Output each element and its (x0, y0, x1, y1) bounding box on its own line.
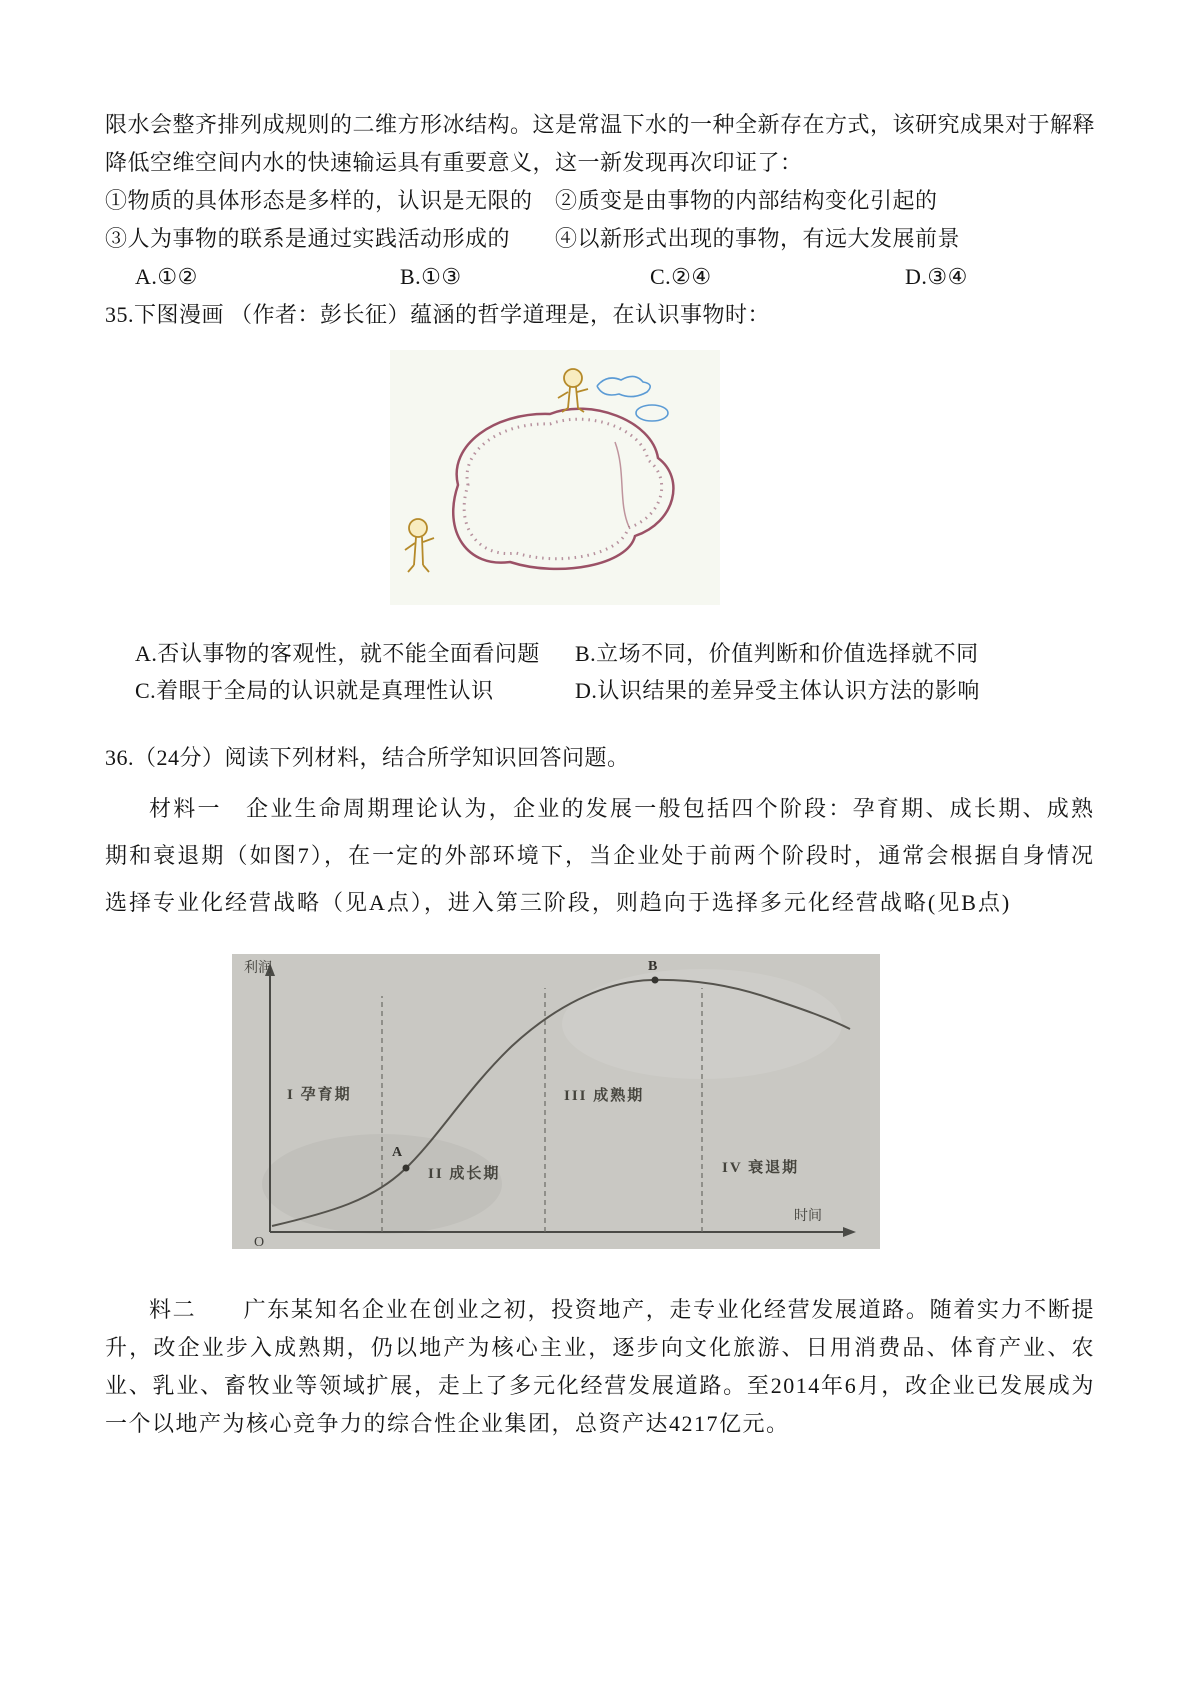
q36-material-2: 料二 广东某知名企业在创业之初，投资地产，走专业化经营发展道路。随着实力不断提升，改企业步入成熟期，仍以地产为核心主业，逐步向文化旅游、日用消费品、体育产业、农业、乳业、畜牧业等领域扩展，走上了多元化经营发展道路。至2014年6月，改企业已发展成为一个以地产为核心竞争力的综合性企业集团，总资产达4217亿元。 (105, 1297, 1095, 1436)
q34-choice-d: D.③④ (905, 264, 968, 289)
q35-choice-a: A.否认事物的客观性，就不能全面看问题 (135, 641, 540, 666)
q35-choices-row-2 (105, 672, 1095, 709)
q35-choice-d: D.认识结果的差异受主体认识方法的影响 (575, 678, 980, 703)
chart-stage-label-growth: II 成长期 (428, 1166, 501, 1182)
q36-material-1: 材料一 企业生命周期理论认为，企业的发展一般包括四个阶段：孕育期、成长期、成熟期和衰退期（如图7），在一定的外部环境下，当企业处于前两个阶段时，通常会根据自身情况选择专业化经营战略（见A点），进入第三阶段，则趋向于选择多元化经营战略(见B点) (105, 796, 1095, 915)
chart-x-axis-label: 时间 (794, 1209, 822, 1224)
chart-stage-label-incubation: I 孕育期 (287, 1087, 352, 1103)
q36-lifecycle-chart-figure (232, 954, 880, 1249)
q36-stem: 36.（24分）阅读下列材料，结合所学知识回答问题。 (105, 745, 630, 770)
q35-cartoon-image (390, 350, 720, 605)
q35-answer-choices (105, 635, 1095, 709)
chart-stage-label-decline: IV 衰退期 (722, 1160, 800, 1176)
q34-choice-a: A.①② (135, 264, 198, 289)
chart-origin-label: O (254, 1235, 265, 1249)
q35-stem: 35.下图漫画 （作者：彭长征）蕴涵的哲学道理是，在认识事物时： (105, 302, 771, 327)
q34-choice-b: B.①③ (400, 264, 462, 289)
q35-choices-row-1 (105, 635, 1095, 672)
lifecycle-chart-svg (232, 954, 880, 1249)
q35-choice-b: B.立场不同，价值判断和价值选择就不同 (575, 641, 979, 666)
q34-answer-choices (105, 258, 1095, 296)
q34-intro-paragraph: 限水会整齐排列成规则的二维方形冰结构。这是常温下水的一种全新存在方式，该研究成果对于解释降低空维空间内水的快速输运具有重要意义，这一新发现再次印证了： (105, 112, 1096, 175)
cartoon-background (390, 350, 720, 605)
q35-choice-c: C.着眼于全局的认识就是真理性认识 (135, 678, 494, 703)
chart-point-a-label: A (392, 1145, 403, 1160)
chart-stage-label-maturity: III 成熟期 (564, 1088, 645, 1104)
cartoon-svg (390, 350, 720, 605)
chart-point-b-label: B (648, 959, 658, 974)
q34-choice-c: C.②④ (650, 264, 712, 289)
q34-options-line-1: ①物质的具体形态是多样的，认识是无限的 ②质变是由事物的内部结构变化引起的 (105, 188, 938, 213)
chart-point-b-marker (652, 977, 659, 984)
chart-point-a-marker (403, 1165, 410, 1172)
q34-options-line-2: ③人为事物的联系是通过实践活动形成的 ④以新形式出现的事物，有远大发展前景 (105, 226, 961, 251)
chart-y-axis-label: 利润 (244, 961, 272, 976)
